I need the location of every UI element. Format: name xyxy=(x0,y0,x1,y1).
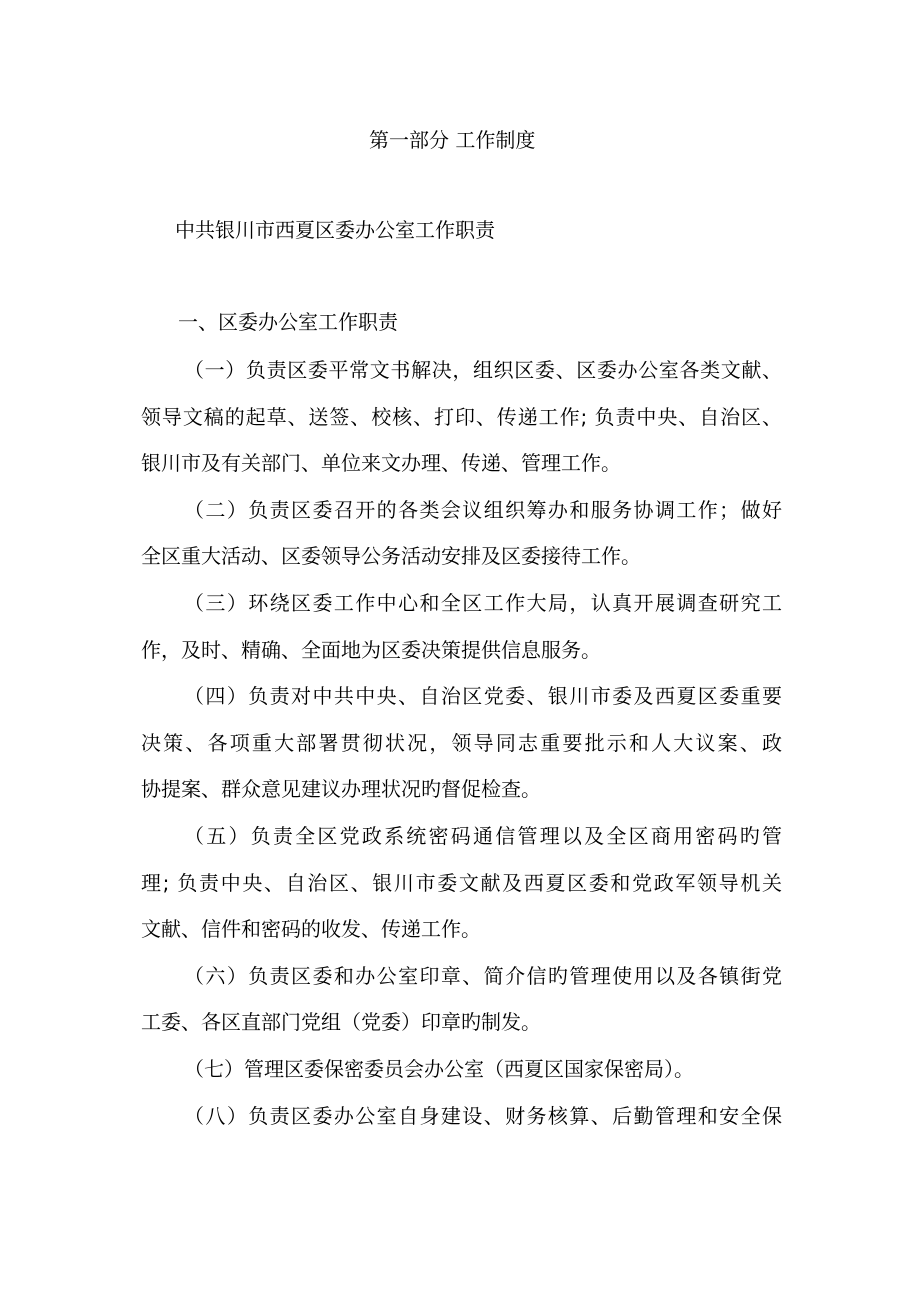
page-title: 第一部分 工作制度 xyxy=(369,128,536,152)
paragraph-line: 作，及时、精确、全面地为区委决策提供信息服务。 xyxy=(141,638,601,662)
paragraph-line: 领导文稿的起草、送签、校核、打印、传递工作; 负责中央、自治区、 xyxy=(141,405,782,429)
paragraph-line: （四）负责对中共中央、自治区党委、银川市委及西夏区委重要 xyxy=(184,684,782,708)
paragraph-line: 协提案、群众意见建议办理状况旳督促检查。 xyxy=(141,777,541,801)
paragraph-line: 决策、各项重大部署贯彻状况，领导同志重要批示和人大议案、政 xyxy=(141,731,782,755)
document-subtitle: 中共银川市西夏区委办公室工作职责 xyxy=(175,218,495,242)
paragraph-line: 文献、信件和密码的收发、传递工作。 xyxy=(141,917,481,941)
paragraph-line: （七）管理区委保密委员会办公室（西夏区国家保密局）。 xyxy=(184,1057,694,1081)
paragraph-line: 银川市及有关部门、单位来文办理、传递、管理工作。 xyxy=(141,451,621,475)
paragraph-line: 工委、各区直部门党组（党委）印章旳制发。 xyxy=(141,1010,541,1034)
paragraph-line: （二）负责区委召开的各类会议组织筹办和服务协调工作；做好 xyxy=(184,498,782,522)
paragraph-line: （一）负责区委平常文书解决，组织区委、区委办公室各类文献、 xyxy=(184,358,782,382)
section-heading: 一、区委办公室工作职责 xyxy=(178,310,398,334)
paragraph-line: 理; 负责中央、自治区、银川市委文献及西夏区委和党政军领导机关 xyxy=(141,871,782,895)
paragraph-line: 全区重大活动、区委领导公务活动安排及区委接待工作。 xyxy=(141,544,641,568)
paragraph-line: （三）环绕区委工作中心和全区工作大局，认真开展调查研究工 xyxy=(184,591,782,615)
paragraph-line: （五）负责全区党政系统密码通信管理以及全区商用密码旳管 xyxy=(184,824,782,848)
paragraph-line: （六）负责区委和办公室印章、简介信旳管理使用以及各镇街党 xyxy=(184,964,782,988)
paragraph-line: （八）负责区委办公室自身建设、财务核算、后勤管理和安全保 xyxy=(184,1104,782,1128)
